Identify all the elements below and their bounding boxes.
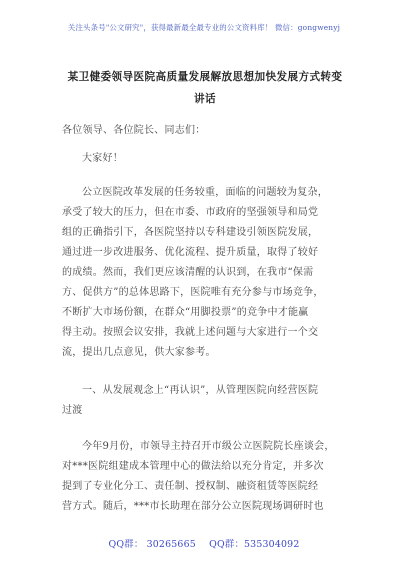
paragraph-line: 不断扩大市场份额，在群众“用脚投票”的竞争中才能赢	[62, 307, 309, 318]
paragraph-line: 对***医院组建成本管理中心的做法给以充分肯定，并多次	[62, 461, 324, 472]
paragraph-line: 营方式。随后，***市长助理在部分公立医院现场调研时也	[62, 501, 324, 512]
paragraph-line: 今年9月份，市领导主持召开市级公立医院院长座谈会，	[82, 441, 335, 452]
paragraph-line: 方、促供方”的总体思路下，医院唯有充分参与市场竞争，	[62, 287, 324, 298]
paragraph-line: 承受了较大的压力，但在市委、市政府的坚强领导和局党	[62, 207, 319, 218]
paragraph-line: 通过进一步改进服务、优化流程、提升质量，取得了较好	[62, 247, 319, 258]
paragraph-line: 公立医院改革发展的任务较重，面临的问题较为复杂，	[82, 187, 328, 198]
hello-line: 大家好！	[82, 153, 123, 164]
page-footer	[0, 536, 408, 550]
greeting-line: 各位领导、各位院长、同志们：	[62, 125, 206, 136]
qq-group-2: QQ群：535304092	[209, 539, 300, 550]
section-heading-line2: 过渡	[62, 405, 83, 416]
document-title-line2: 讲话	[194, 93, 216, 105]
paragraph-line: 流，提出几点意见，供大家参考。	[62, 347, 216, 358]
page-header: 关注头条号"公文研究"，获得最新最全最专业的公文资料库！ 微信：gongwenyj	[67, 23, 341, 32]
document-title: 某卫健委领导医院高质量发展解放思想加快发展方式转变	[67, 71, 343, 83]
section-heading: 一、从发展观念上“再认识”，从管理医院向经营医院	[82, 385, 319, 396]
paragraph-line: 的成绩。然而，我们更应该清醒的认识到，在我市“保需	[62, 267, 314, 278]
paragraph-line: 得主动。按照会议安排，我就上述问题与大家进行一个交	[62, 327, 319, 338]
qq-group-1: QQ群： 30265665	[108, 539, 196, 550]
paragraph-line: 组的正确指引下，各医院坚持以专科建设引领医院发展，	[62, 227, 319, 238]
paragraph-line: 提到了专业化分工、责任制、授权制、融资租赁等医院经	[62, 481, 319, 492]
